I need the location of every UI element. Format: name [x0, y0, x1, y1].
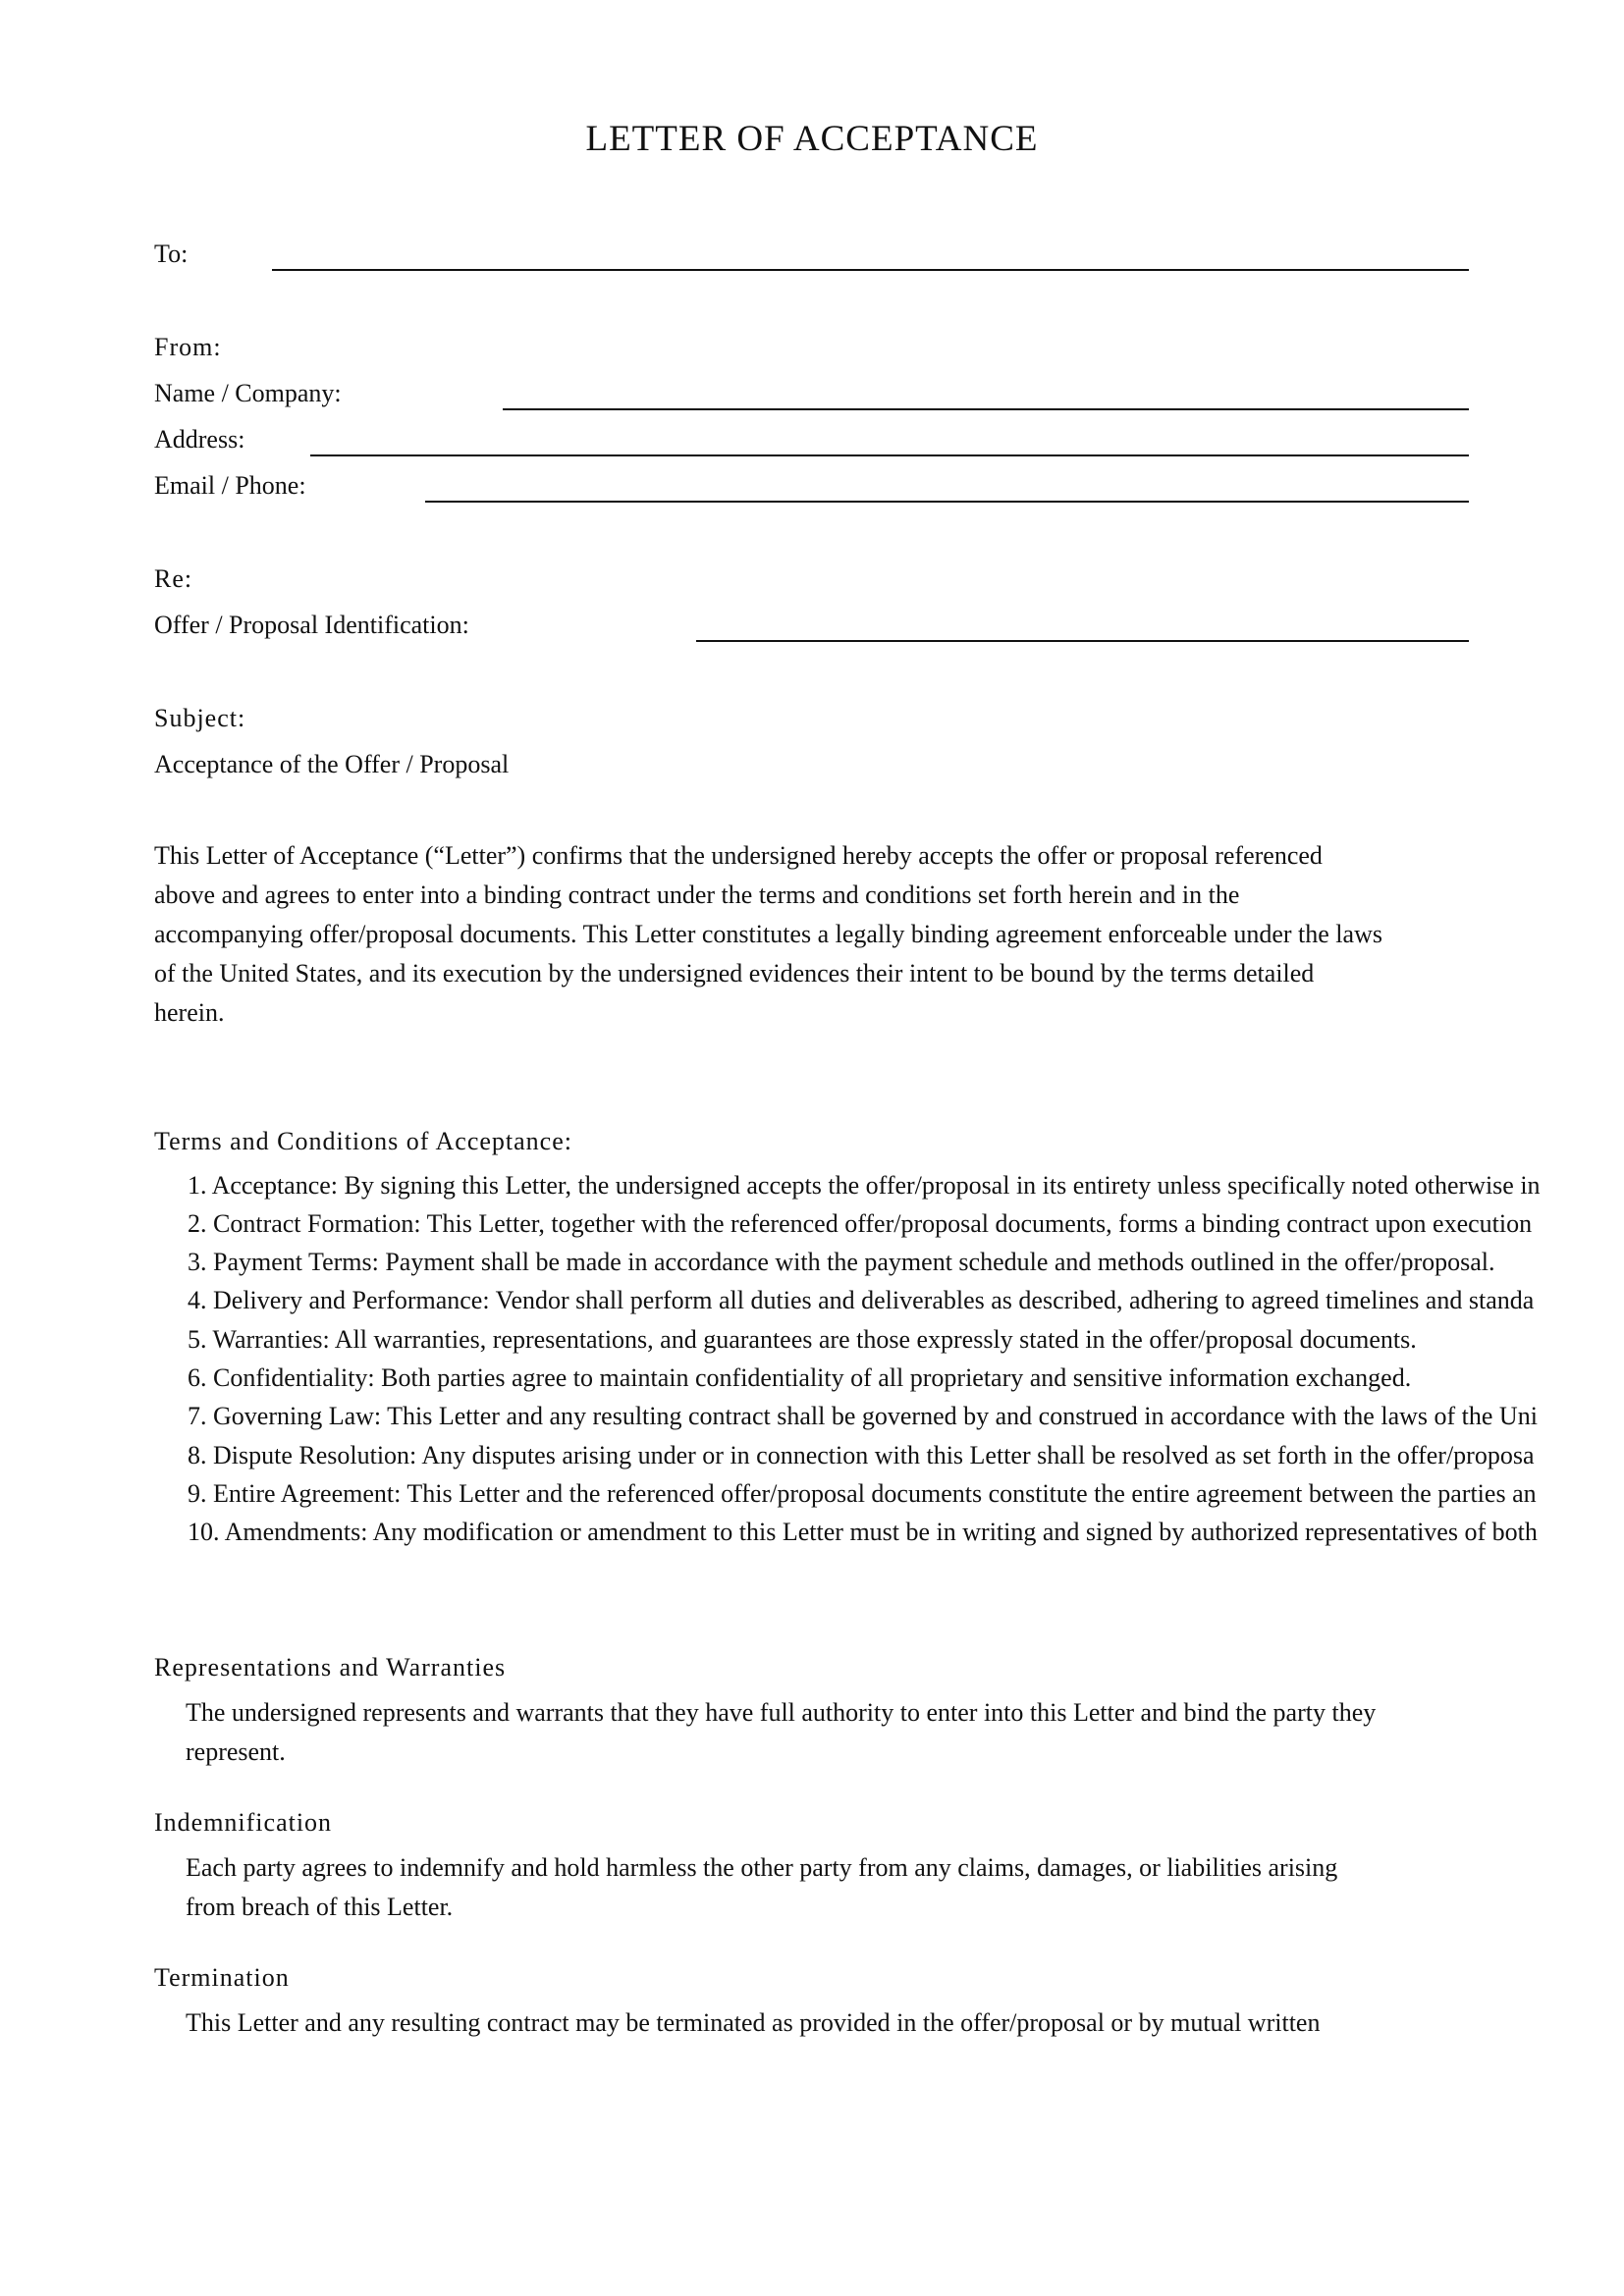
terms-item: 6. Confidentiality: Both parties agree to maintain confidentiality of all proprietary and sensitive information exchanged. — [188, 1363, 1412, 1392]
indemnification-line: from breach of this Letter. — [186, 1893, 454, 1921]
representations-line: The undersigned represents and warrants that they have full authority to enter into this Letter and bind the party they — [186, 1698, 1377, 1727]
terms-item: 1. Acceptance: By signing this Letter, the undersigned accepts the offer/proposal in its entirety unless specifically noted otherwise in — [188, 1171, 1541, 1200]
intro-line: accompanying offer/proposal documents. This Letter constitutes a legally binding agreement enforceable under the laws — [154, 920, 1382, 948]
name-company-label: Name / Company: — [154, 379, 342, 407]
intro-line: of the United States, and its execution by the undersigned evidences their intent to be bound by the terms detailed — [154, 959, 1315, 988]
offer-id-label: Offer / Proposal Identification: — [154, 611, 469, 639]
termination-line: This Letter and any resulting contract may be terminated as provided in the offer/proposal or by mutual written — [186, 2008, 1321, 2037]
terms-item: 8. Dispute Resolution: Any disputes arising under or in connection with this Letter shall be resolved as set forth in the offer/proposa — [188, 1441, 1535, 1469]
terms-item: 3. Payment Terms: Payment shall be made in accordance with the payment schedule and methods outlined in the offer/proposal. — [188, 1248, 1495, 1276]
document-title: LETTER OF ACCEPTANCE — [585, 119, 1039, 159]
termination-heading: Termination — [154, 1963, 290, 1992]
indemnification-heading: Indemnification — [154, 1808, 333, 1837]
terms-heading: Terms and Conditions of Acceptance: — [154, 1127, 572, 1155]
email-phone-field-line[interactable] — [425, 501, 1469, 503]
representations-line: represent. — [186, 1737, 286, 1766]
intro-line: above and agrees to enter into a binding contract under the terms and conditions set forth herein and in the — [154, 881, 1240, 909]
to-label: To: — [154, 240, 189, 268]
intro-paragraph — [154, 836, 1382, 1033]
intro-line: herein. — [154, 998, 225, 1027]
address-field-line[interactable] — [310, 454, 1469, 456]
representations-paragraph — [186, 1693, 1376, 1772]
indemnification-line: Each party agrees to indemnify and hold harmless the other party from any claims, damages, or liabilities arising — [186, 1853, 1338, 1882]
intro-line: This Letter of Acceptance (“Letter”) confirms that the undersigned hereby accepts the offer or proposal referenced — [154, 841, 1323, 870]
to-field-line[interactable] — [272, 269, 1469, 271]
email-phone-label: Email / Phone: — [154, 471, 306, 500]
offer-id-field-line[interactable] — [696, 640, 1469, 642]
terms-item: 2. Contract Formation: This Letter, together with the referenced offer/proposal documents, forms a binding contract upon execution — [188, 1209, 1533, 1238]
name-company-field-line[interactable] — [503, 408, 1469, 410]
subject-heading: Subject: — [154, 704, 246, 732]
terms-item: 4. Delivery and Performance: Vendor shall perform all duties and deliverables as described, adhering to agreed timelines and standa — [188, 1286, 1535, 1314]
termination-paragraph — [186, 2003, 1320, 2043]
re-heading: Re: — [154, 564, 193, 593]
address-label: Address: — [154, 425, 245, 454]
terms-item: 5. Warranties: All warranties, representations, and guarantees are those expressly stated in the offer/proposal documents. — [188, 1325, 1417, 1354]
subject-text: Acceptance of the Offer / Proposal — [154, 750, 510, 778]
representations-heading: Representations and Warranties — [154, 1653, 507, 1682]
terms-item: 9. Entire Agreement: This Letter and the referenced offer/proposal documents constitute the entire agreement between the parties an — [188, 1479, 1537, 1508]
indemnification-paragraph — [186, 1848, 1337, 1927]
from-heading: From: — [154, 333, 222, 361]
terms-item: 7. Governing Law: This Letter and any resulting contract shall be governed by and construed in accordance with the laws of the Uni — [188, 1402, 1538, 1430]
terms-item: 10. Amendments: Any modification or amendment to this Letter must be in writing and signed by authorized representatives of both — [188, 1518, 1538, 1546]
